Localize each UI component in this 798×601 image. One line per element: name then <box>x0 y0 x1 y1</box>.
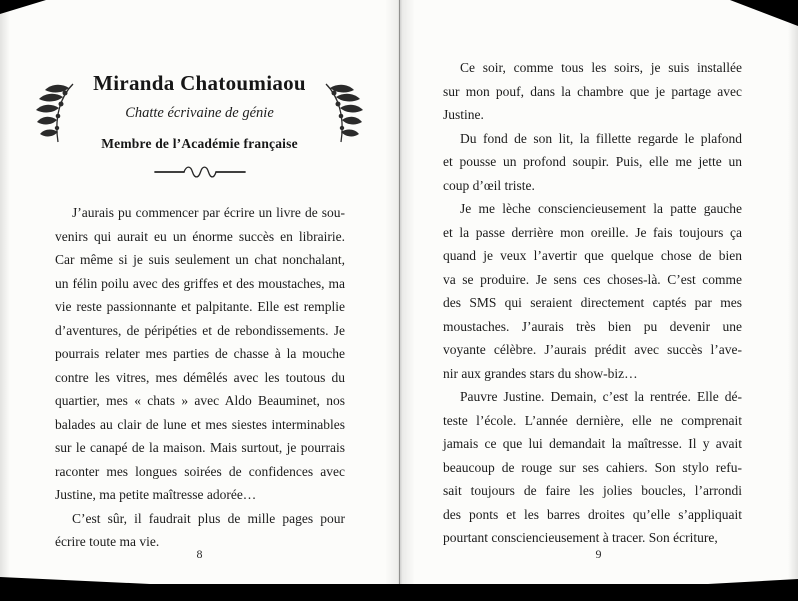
author-role: Chatte écrivaine de génie <box>125 105 274 121</box>
author-block <box>0 0 399 152</box>
text-line: pourrais relater mes parties de chasse à la mouche <box>55 346 345 361</box>
paragraph <box>443 127 742 198</box>
text-line: va se produire. Je sens ces choses-là. C’est comme <box>443 271 742 287</box>
text-line: beaucoup de rouge sur ses cahiers. Son stylo refu- <box>443 459 742 475</box>
text-line: contre les vitres, mes démêlés avec les toutous du <box>55 369 345 385</box>
text-line: venirs qui aurait eu un énorme succès en librairie. <box>55 228 345 244</box>
text-line: balades au clair de lune et mes siestes interminables <box>55 416 345 432</box>
text-line: nir aux grandes stars du show-biz… <box>443 365 638 381</box>
laurel-branch-icon <box>321 82 365 149</box>
text-line: quand je veux l’avertir que quelque chose de bien <box>443 248 742 263</box>
text-line: Justine. <box>443 107 484 122</box>
laurel-branch-icon <box>34 82 78 149</box>
paragraph <box>443 56 742 127</box>
text-line: Pauvre Justine. Demain, c’est la rentrée. Elle dé- <box>460 389 742 404</box>
text-line: teste l’école. L’année dernière, elle ne comprenait <box>443 412 742 428</box>
right-page-body-text <box>399 0 798 550</box>
left-page-body-text <box>0 201 399 554</box>
page-number-left: 8 <box>196 547 203 561</box>
text-line: J’aurais pu commencer par écrire un livre de sou- <box>72 205 345 220</box>
text-line: jamais ce que lui demandait la maîtresse. Il y avait <box>443 436 742 451</box>
text-line: Justine, ma petite maîtresse adorée… <box>55 487 257 502</box>
text-line: Je me lèche consciencieusement la patte gauche <box>460 201 742 216</box>
page-number-right: 9 <box>595 547 602 561</box>
text-line: moustaches. J’aurais très bien pu devenir une <box>443 318 742 334</box>
text-line: et pousse un profond soupir. Puis, elle me jette un <box>443 154 742 169</box>
paragraph <box>443 385 742 550</box>
text-line: quartier, mes « chats » avec Aldo Beauminet, nos <box>55 393 345 408</box>
left-page <box>0 0 399 584</box>
text-line: des ponts et les barres droites qu’elle s’appliquait <box>443 506 742 522</box>
author-name: Miranda Chatoumiaou <box>93 71 306 95</box>
text-line: Ce soir, comme tous les soirs, je suis installée <box>460 60 742 75</box>
text-line: un félin poilu avec des griffes et des moustaches, ma <box>55 275 345 291</box>
text-line: et la passe derrière mon oreille. Je fais toujours ça <box>443 224 742 240</box>
text-line: voyante célèbre. J’aurais prédit avec succès l’ave- <box>443 342 742 357</box>
text-line: vie reste passionnante et palpitante. Elle est remplie <box>55 299 345 314</box>
text-line: pourtant consciencieusement à tracer. Son écriture, <box>443 530 718 545</box>
paragraph <box>55 201 345 507</box>
calligraphic-squiggle-divider-icon <box>0 165 399 181</box>
text-line: d’aventures, de péripéties et de rebondissements. Je <box>55 322 345 338</box>
text-line: Du fond de son lit, la fillette regarde le plafond <box>460 130 742 146</box>
paragraph <box>443 197 742 385</box>
text-line: raconter mes longues soirées de confidences avec <box>55 463 345 479</box>
text-line: écrire toute ma vie. <box>55 534 160 549</box>
text-line: des SMS qui seraient directement captés par mes <box>443 295 742 310</box>
author-affiliation: Membre de l’Académie française <box>101 136 298 151</box>
text-line: sur le canapé de la maison. Mais surtout, je pourrais <box>55 440 345 455</box>
text-line: sait toujours de faire les jolies boucles, l’arrondi <box>443 483 742 498</box>
text-line: sur mon pouf, dans la chambre que je partage avec <box>443 83 742 99</box>
text-line: coup d’œil triste. <box>443 177 535 193</box>
photo-bottom-band <box>0 584 798 601</box>
text-line: C’est sûr, il faudrait plus de mille pages pour <box>72 510 345 526</box>
right-page <box>399 0 798 584</box>
text-line: Car même si je suis seulement un chat nonchalant, <box>55 252 345 267</box>
